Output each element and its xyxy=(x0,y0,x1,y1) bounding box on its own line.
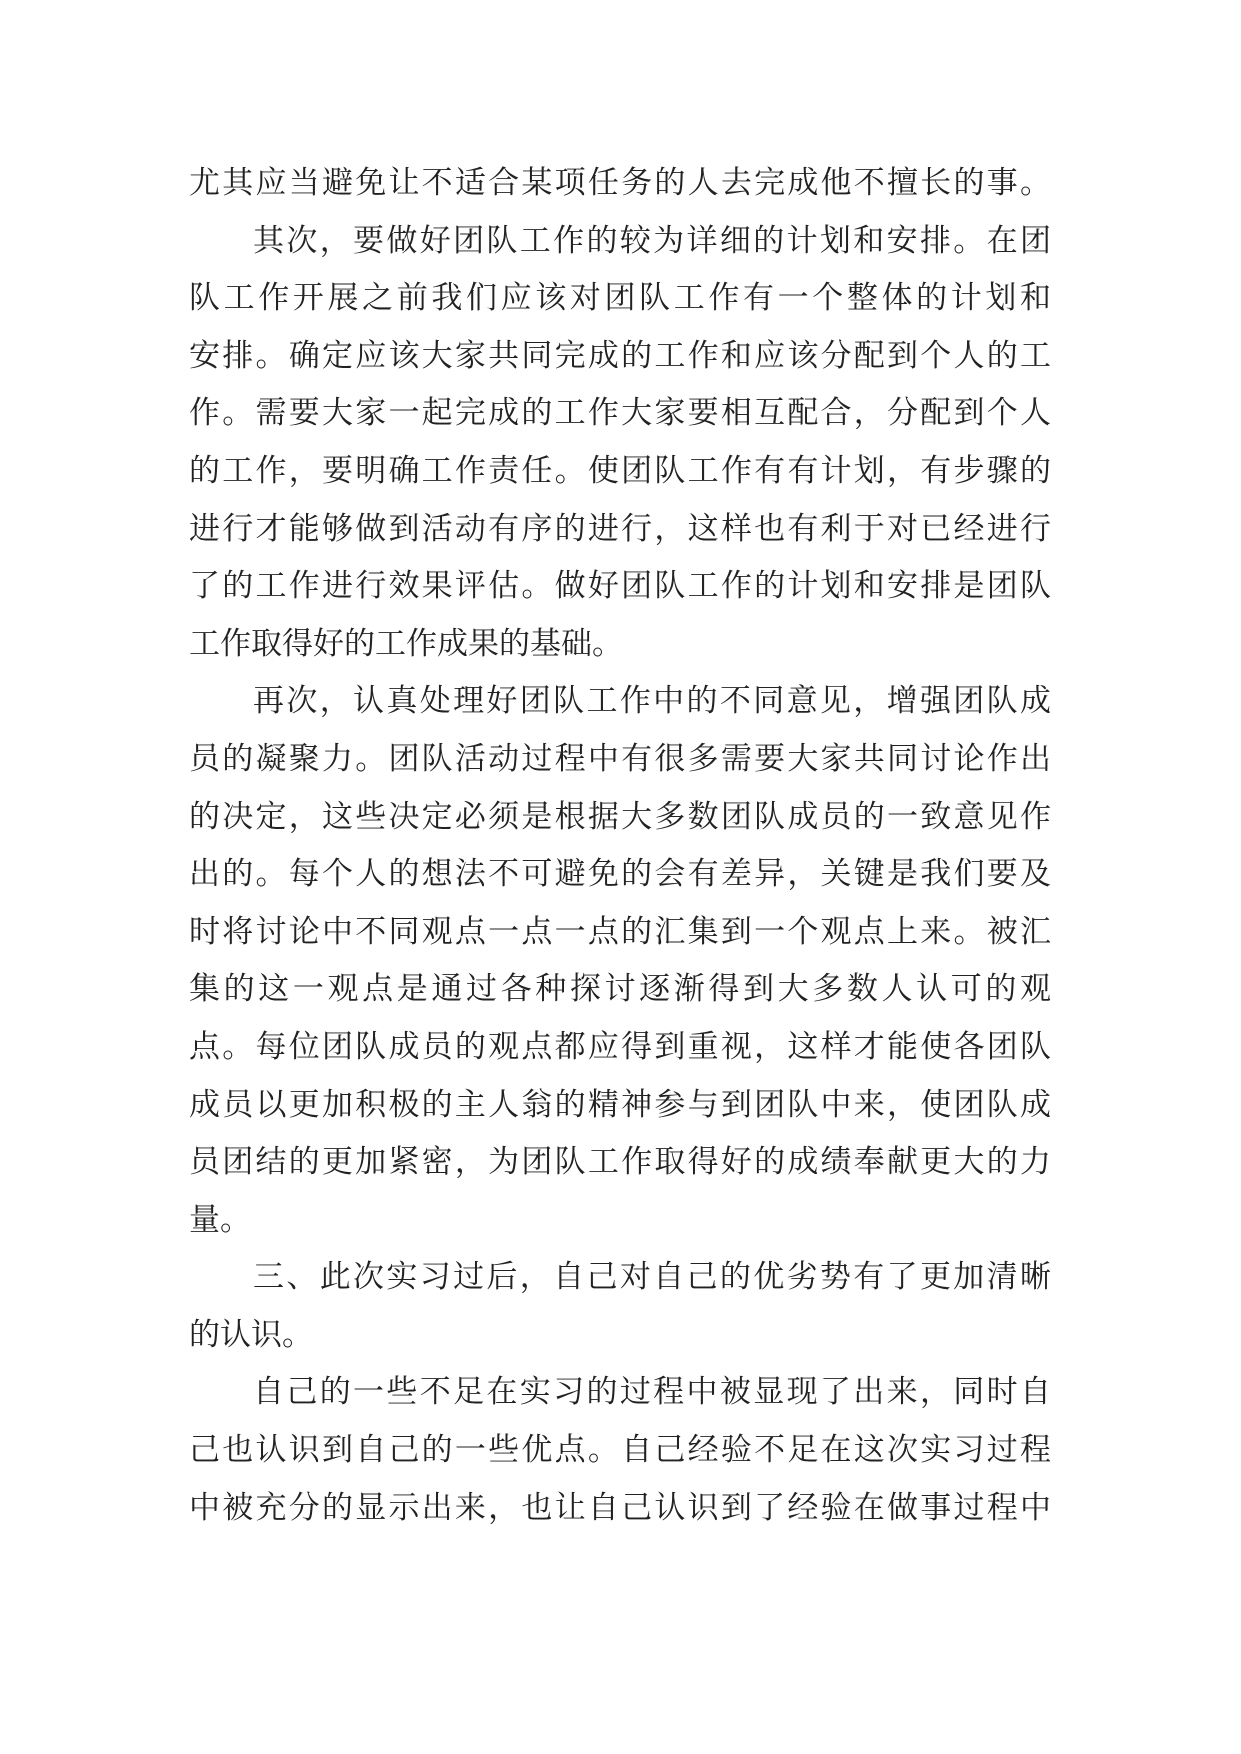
text-line: 进行才能够做到活动有序的进行，这样也有利于对已经进行 xyxy=(189,510,1051,547)
text-line: 工作取得好的工作成果的基础。 xyxy=(189,625,623,662)
text-line: 点。每位团队成员的观点都应得到重视，这样才能使各团队 xyxy=(189,1028,1051,1065)
text-line: 量。 xyxy=(189,1201,251,1238)
text-line: 了的工作进行效果评估。做好团队工作的计划和安排是团队 xyxy=(189,568,1051,605)
text-line: 其次，要做好团队工作的较为详细的计划和安排。在团 xyxy=(253,222,1051,259)
text-line: 的认识。 xyxy=(189,1316,313,1353)
text-line: 安排。确定应该大家共同完成的工作和应该分配到个人的工 xyxy=(189,337,1051,374)
text-line: 己也认识到自己的一些优点。自己经验不足在这次实习过程 xyxy=(189,1432,1051,1469)
text-line: 的工作，要明确工作责任。使团队工作有有计划，有步骤的 xyxy=(189,452,1051,489)
text-line: 队工作开展之前我们应该对团队工作有一个整体的计划和 xyxy=(189,280,1051,317)
text-line: 成员以更加积极的主人翁的精神参与到团队中来，使团队成 xyxy=(189,1086,1051,1123)
text-line: 集的这一观点是通过各种探讨逐渐得到大多数人认可的观 xyxy=(189,971,1051,1008)
text-line: 时将讨论中不同观点一点一点的汇集到一个观点上来。被汇 xyxy=(189,913,1051,950)
text-line: 中被充分的显示出来，也让自己认识到了经验在做事过程中 xyxy=(189,1489,1051,1526)
text-line: 出的。每个人的想法不可避免的会有差异，关键是我们要及 xyxy=(189,856,1051,893)
text-line: 三、此次实习过后，自己对自己的优劣势有了更加清晰 xyxy=(253,1259,1051,1296)
text-line: 的决定，这些决定必须是根据大多数团队成员的一致意见作 xyxy=(189,798,1051,835)
text-line: 尤其应当避免让不适合某项任务的人去完成他不擅长的事。 xyxy=(189,165,1051,201)
text-line: 再次，认真处理好团队工作中的不同意见，增强团队成 xyxy=(253,683,1051,720)
body-text xyxy=(189,155,1051,1537)
text-line: 员团结的更加紧密，为团队工作取得好的成绩奉献更大的力 xyxy=(189,1144,1051,1181)
text-line: 员的凝聚力。团队活动过程中有很多需要大家共同讨论作出 xyxy=(189,740,1051,777)
text-line: 作。需要大家一起完成的工作大家要相互配合，分配到个人 xyxy=(189,395,1051,432)
text-line: 自己的一些不足在实习的过程中被显现了出来，同时自 xyxy=(253,1374,1051,1411)
